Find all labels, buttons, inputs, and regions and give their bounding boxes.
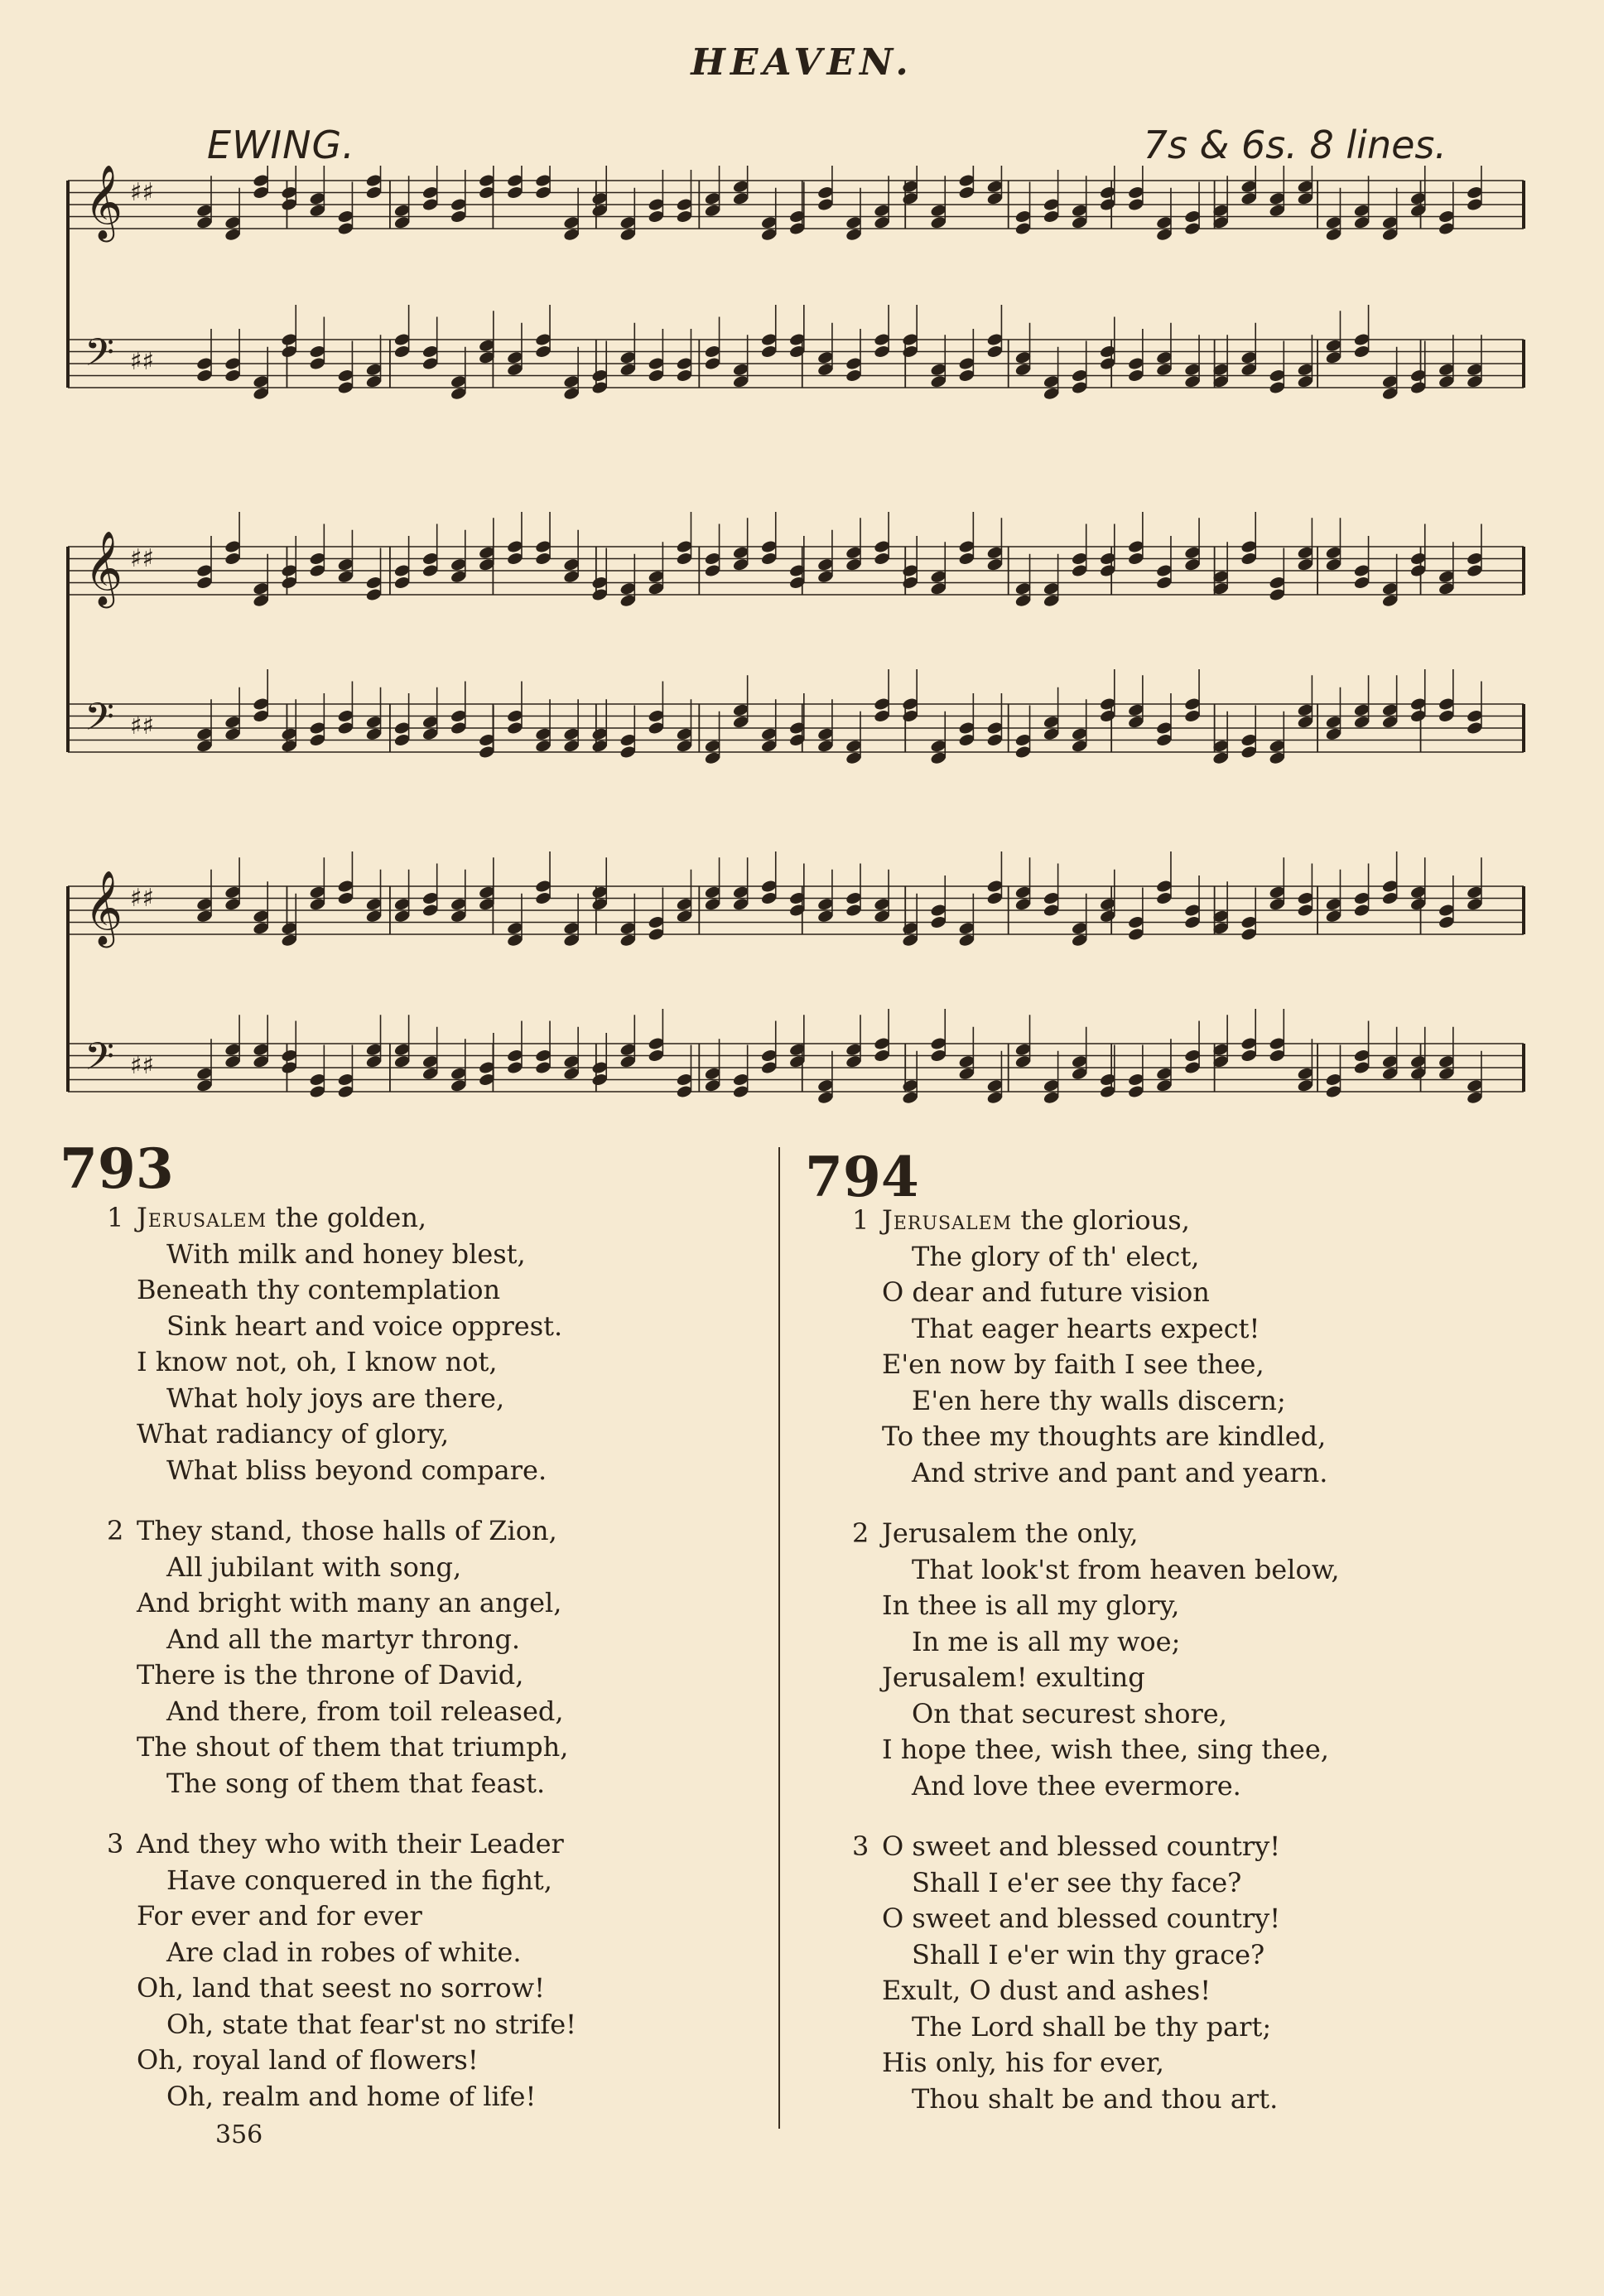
verse-text: Jerusalem the only, <box>882 1517 1139 1549</box>
stanza-number: 3 <box>107 1828 124 1859</box>
verse-text: Oh, state that fear'st no strife! <box>166 2008 576 2040</box>
verse-line <box>137 1863 766 1899</box>
verse-text: I know not, oh, I know not, <box>137 1346 498 1377</box>
page-number: 356 <box>215 2120 263 2149</box>
verse-line <box>882 1660 1511 1696</box>
verse-text: The shout of them that triumph, <box>137 1731 569 1763</box>
verse-text: Oh, realm and home of life! <box>166 2080 537 2112</box>
bass-clef-icon: 𝄢 <box>84 1035 115 1088</box>
stanza-number: 2 <box>107 1515 124 1546</box>
verse-line <box>882 1419 1511 1455</box>
verse-line <box>137 1622 766 1658</box>
verse-text: And strive and pant and yearn. <box>912 1456 1328 1488</box>
key-signature-sharp-icon: ♯♯ <box>130 1051 155 1080</box>
stanza <box>107 1200 766 1488</box>
verse-text: His only, his for ever, <box>882 2047 1164 2078</box>
verse-line <box>882 1383 1511 1420</box>
verse-line <box>137 1237 766 1273</box>
verse-text: The Lord shall be thy part; <box>912 2010 1272 2043</box>
verse-line <box>882 1311 1511 1348</box>
verse-line <box>137 1381 766 1417</box>
verse-line <box>882 1239 1511 1276</box>
verse-line <box>137 2079 766 2115</box>
verse-line <box>107 1200 766 1237</box>
verse-line <box>882 1696 1511 1733</box>
stanza <box>852 1516 1511 1804</box>
verse-text: What bliss beyond compare. <box>166 1454 547 1486</box>
stanza-number: 3 <box>852 1831 869 1862</box>
first-words: Jerusalem <box>882 1204 1013 1236</box>
verse-line <box>137 1729 766 1766</box>
verse-text: the golden, <box>267 1202 427 1233</box>
stanza <box>852 1203 1511 1491</box>
verse-line <box>852 1829 1511 1865</box>
verse-line <box>882 1973 1511 2009</box>
page-title: HEAVEN. <box>691 41 913 84</box>
verse-text: That eager hearts expect! <box>912 1312 1260 1344</box>
key-signature-sharp-icon: ♯♯ <box>130 884 155 913</box>
verse-text: Sink heart and voice opprest. <box>166 1310 563 1342</box>
verse-text: O dear and future vision <box>882 1276 1210 1308</box>
music-score <box>58 166 1549 1126</box>
verse-text: Jerusalem! exulting <box>882 1662 1145 1693</box>
treble-clef-icon: 𝄞 <box>84 531 123 605</box>
hymn-number-794: 794 <box>805 1145 919 1209</box>
verse-text: To thee my thoughts are kindled, <box>882 1421 1327 1452</box>
key-signature-sharp-icon: ♯♯ <box>130 544 155 573</box>
verse-line <box>882 2009 1511 2046</box>
key-signature-sharp-icon: ♯♯ <box>130 178 155 207</box>
stanza <box>107 1513 766 1802</box>
verse-line <box>137 1453 766 1489</box>
verse-line <box>137 2007 766 2043</box>
verse-text: The song of them that feast. <box>166 1767 546 1799</box>
verse-line <box>882 1937 1511 1974</box>
verse-text: Exult, O dust and ashes! <box>882 1975 1211 2006</box>
verse-line <box>107 1513 766 1550</box>
column-divider <box>778 1147 780 2129</box>
verse-line <box>882 1275 1511 1311</box>
verse-line <box>882 1732 1511 1768</box>
verse-line <box>882 2081 1511 2118</box>
verse-line <box>852 1516 1511 1552</box>
verse-text: E'en here thy walls discern; <box>912 1384 1286 1416</box>
key-signature-sharp-icon: ♯♯ <box>130 347 155 376</box>
verse-text: And there, from toil released, <box>166 1695 564 1727</box>
verse-line <box>137 1344 766 1381</box>
verse-line <box>137 1585 766 1622</box>
verse-text: All jubilant with song, <box>166 1551 462 1583</box>
verse-line <box>137 1935 766 1971</box>
verse-line <box>107 1826 766 1863</box>
verse-line <box>882 1901 1511 1937</box>
verse-line <box>137 1272 766 1309</box>
verse-text: What radiancy of glory, <box>137 1418 450 1449</box>
verse-text: Beneath thy contemplation <box>137 1274 501 1305</box>
verse-text: Thou shalt be and thou art. <box>912 2082 1279 2115</box>
verse-text: With milk and honey blest, <box>166 1237 526 1270</box>
verse-text: Oh, land that seest no sorrow! <box>137 1972 545 2004</box>
verse-line <box>137 1970 766 2007</box>
verse-text: For ever and for ever <box>137 1900 422 1932</box>
verse-line <box>137 1694 766 1730</box>
verse-text: Have conquered in the fight, <box>166 1864 552 1896</box>
verse-text: E'en now by faith I see thee, <box>882 1348 1264 1380</box>
verse-text: There is the throne of David, <box>137 1659 524 1691</box>
verse-text: In thee is all my glory, <box>882 1589 1180 1621</box>
verse-text: They stand, those halls of Zion, <box>137 1515 557 1546</box>
verse-text: And they who with their Leader <box>137 1828 564 1859</box>
stanza-number: 2 <box>852 1517 869 1549</box>
verse-line <box>882 1347 1511 1383</box>
verse-line <box>882 1624 1511 1661</box>
hymn-794-text <box>852 1203 1511 2142</box>
verse-text: What holy joys are there, <box>166 1382 505 1414</box>
stanza <box>852 1829 1511 2117</box>
bass-clef-icon: 𝄢 <box>84 330 115 384</box>
stanza-number: 1 <box>852 1204 869 1236</box>
hymn-number-793: 793 <box>60 1136 174 1201</box>
verse-line <box>137 1766 766 1802</box>
bass-clef-icon: 𝄢 <box>84 695 115 749</box>
verse-line <box>137 1657 766 1694</box>
verse-line <box>882 2045 1511 2081</box>
first-words: Jerusalem <box>137 1202 267 1233</box>
verse-line <box>882 1455 1511 1492</box>
verse-text: Are clad in robes of white. <box>166 1936 522 1968</box>
verse-text: O sweet and blessed country! <box>882 1903 1281 1934</box>
verse-line <box>882 1552 1511 1589</box>
hymn-793-text <box>107 1200 766 2139</box>
verse-line <box>137 2043 766 2079</box>
verse-text: And bright with many an angel, <box>137 1587 562 1618</box>
verse-text: On that securest shore, <box>912 1697 1227 1729</box>
treble-clef-icon: 𝄞 <box>84 166 123 239</box>
verse-text: In me is all my woe; <box>912 1625 1181 1657</box>
stanza-number: 1 <box>107 1202 124 1233</box>
verse-text: the glorious, <box>1012 1204 1190 1236</box>
verse-text: I hope thee, wish thee, sing thee, <box>882 1734 1329 1765</box>
verse-text: That look'st from heaven below, <box>912 1553 1340 1585</box>
verse-line <box>852 1203 1511 1239</box>
tune-name: EWING. <box>207 123 355 167</box>
verse-text: Oh, royal land of flowers! <box>137 2044 479 2076</box>
verse-line <box>882 1768 1511 1805</box>
key-signature-sharp-icon: ♯♯ <box>130 711 155 740</box>
verse-text: O sweet and blessed country! <box>882 1831 1281 1862</box>
tune-meter: 7s & 6s. 8 lines. <box>1143 123 1447 167</box>
treble-clef-icon: 𝄞 <box>84 871 123 945</box>
verse-line <box>882 1865 1511 1902</box>
verse-line <box>137 1550 766 1586</box>
verse-text: And love thee evermore. <box>912 1769 1241 1802</box>
verse-text: The glory of th' elect, <box>912 1240 1200 1272</box>
verse-text: Shall I e'er see thy face? <box>912 1866 1242 1898</box>
verse-line <box>137 1416 766 1453</box>
stanza <box>107 1826 766 2115</box>
verse-line <box>137 1309 766 1345</box>
verse-line <box>882 1588 1511 1624</box>
verse-text: Shall I e'er win thy grace? <box>912 1938 1265 1970</box>
verse-line <box>137 1898 766 1935</box>
verse-text: And all the martyr throng. <box>166 1623 521 1655</box>
